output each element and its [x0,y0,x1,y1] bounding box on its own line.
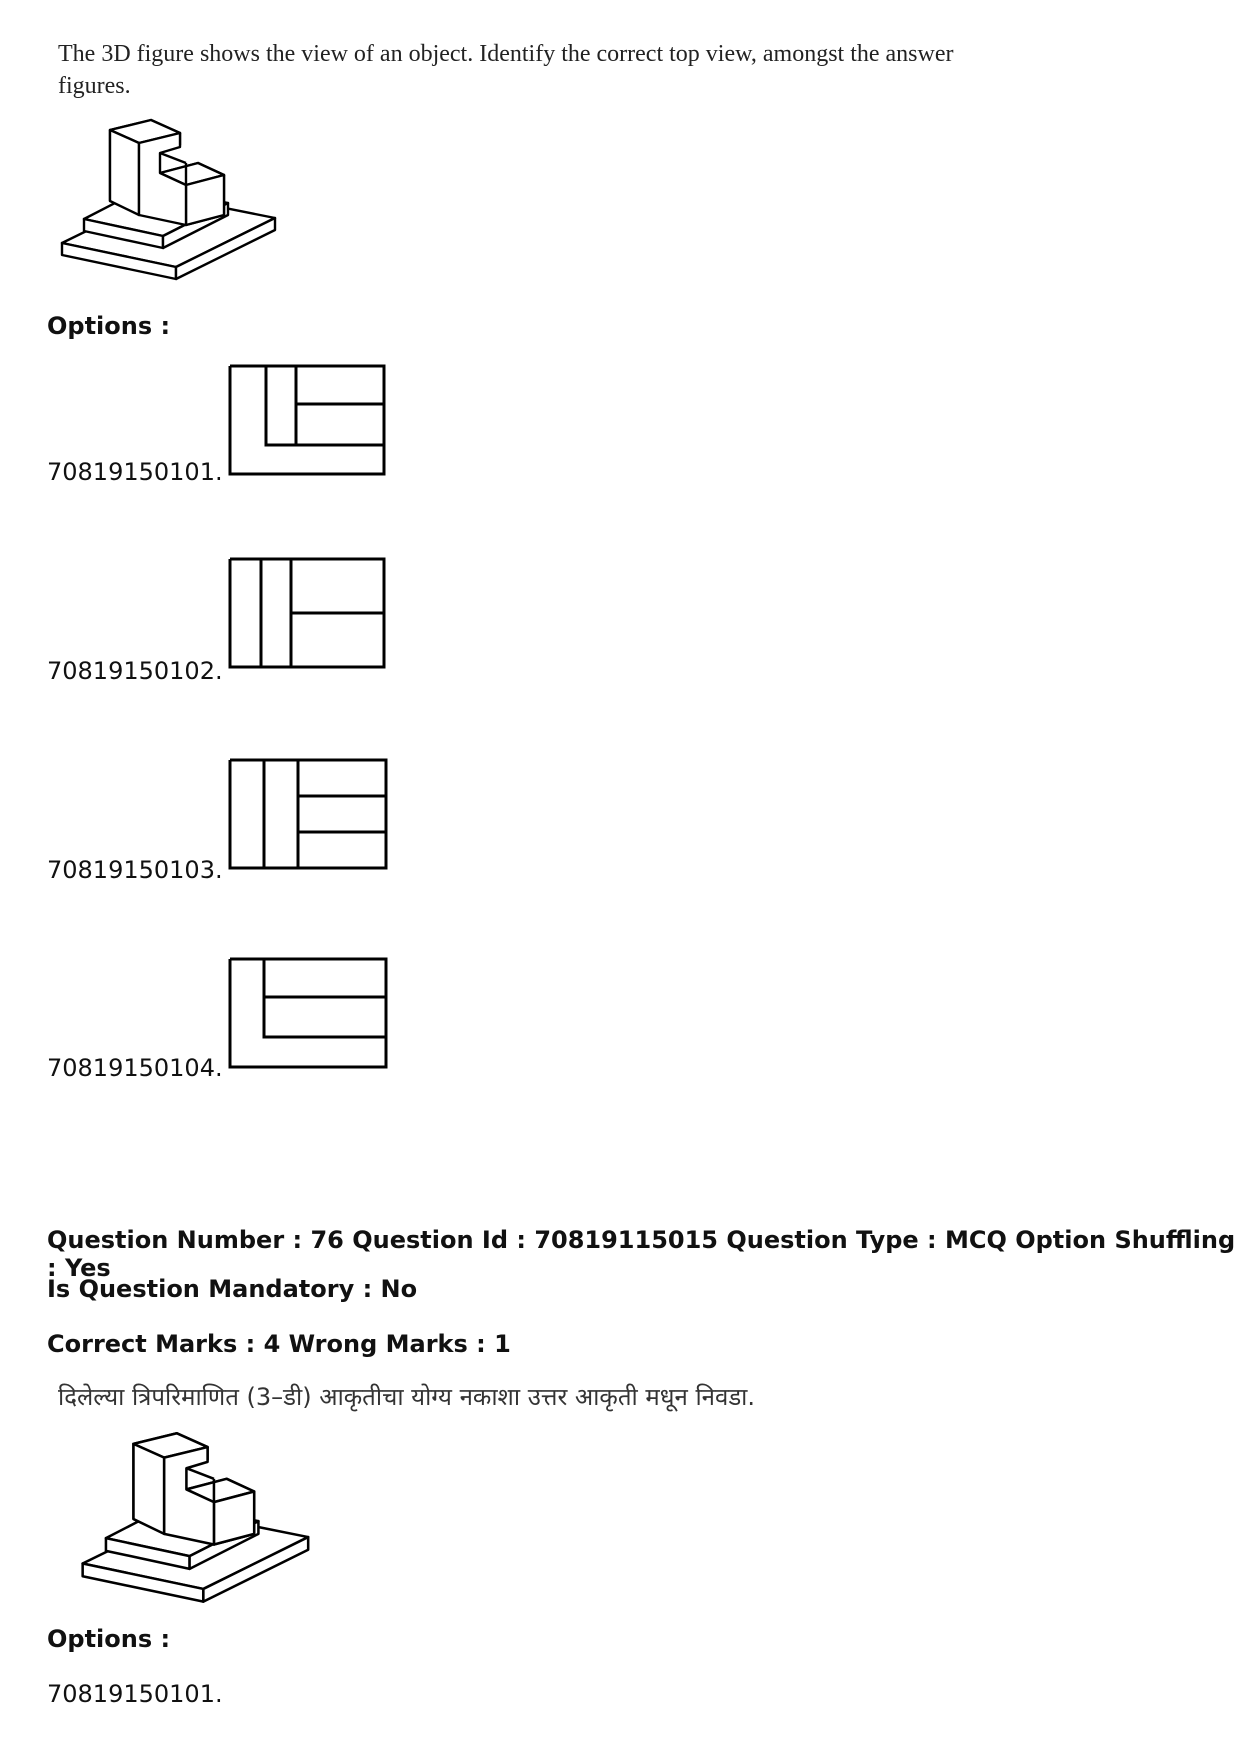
option-1-id[interactable]: 70819150101. [47,458,223,486]
question-text-line-1: The 3D figure shows the view of an object. Identify the correct top view, amongst the answer [58,41,954,67]
option-4-id[interactable]: 70819150104. [47,1054,223,1082]
option-2-id[interactable]: 70819150102. [47,657,223,685]
option-3-id[interactable]: 70819150103. [47,856,223,884]
option-3-figure[interactable] [228,758,388,870]
options-label: Options : [47,312,171,340]
question-marks-line: Correct Marks : 4 Wrong Marks : 1 [47,1330,511,1358]
question-mandatory-line: Is Question Mandatory : No [47,1275,418,1303]
option-2-figure[interactable] [228,557,386,669]
option-1-figure[interactable] [228,364,386,476]
option-1-id-q76[interactable]: 70819150101. [47,1680,223,1708]
object-3d-figure [60,115,280,285]
question-text-line-2: figures. [58,73,131,99]
options-label-q76: Options : [47,1625,171,1653]
question-text-marathi: दिलेल्या त्रिपरिमाणित (3–डी) आकृतीचा योग्य नकाशा उत्तर आकृती मधून निवडा. [58,1383,756,1411]
option-4-figure[interactable] [228,957,388,1069]
question-meta-line: Question Number : 76 Question Id : 70819115015 Question Type : MCQ Option Shuffling : Yes [47,1226,1236,1282]
object-3d-figure-q76 [62,1428,332,1608]
